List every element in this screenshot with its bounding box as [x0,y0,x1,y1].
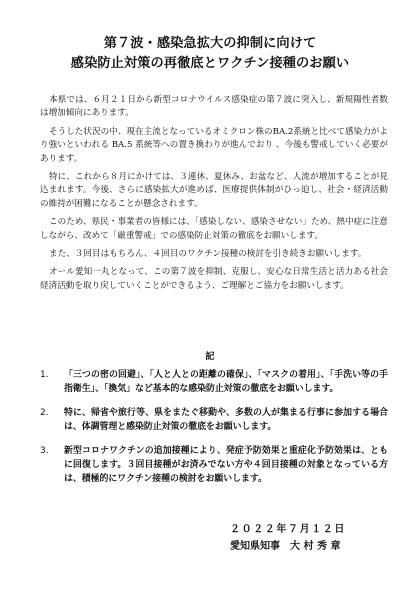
list-item [40,444,388,487]
title-block [0,34,420,74]
paragraph-3: 特に、これから８月にかけては、３連休、夏休み、お盆など、人流が増加することが見込まれます。今後、さらに感染拡大が進めば、医療提供体制がひっ迫し、社会・経済活動の維持が困難になることが懸念されます。 [40,172,388,209]
signer-position: 愛知県知事 [230,541,280,552]
paragraph-5: また、３回目はもちろん、４回目のワクチン接種の検討を引き続きお願いします。 [49,249,367,260]
ki-heading: 記 [205,351,215,362]
paragraph-4: このため、県民・事業者の皆様には、「感染しない、感染させない」ため、熱中症に注意しながら、改めて「厳重警戒」での感染防止対策の徹底をお願いします。 [40,217,388,241]
title-line-2: 感染防止対策の再徹底とワクチン接種のお願い [70,56,350,71]
body-text [40,94,388,298]
list-text: 「三つの密の回避」、「人と人との距離の確保」、「マスクの着用」、「手洗い等の手指衛生」、「換気」など基本的な感染防止対策の徹底をお願いします。 [64,370,388,395]
signer-name: 大 村 秀 章 [290,541,341,552]
title-line-1: 第７波・感染急拡大の抑制に向けて [103,36,317,51]
list-text: 特に、帰省や旅行等、県をまたぐ移動や、多数の人が集まる行事に参加する場合は、体調管理と感染防止対策の徹底をお願いします。 [64,407,388,433]
list-number: 3. [40,445,49,456]
list-number: 2. [40,407,49,418]
list-text: 新型コロナワクチンの追加接種により、発症予防効果と重症化予防効果は、ともに回復します。３回目接種がお済みでない方や４回目接種の対象となっている方は、積極的にワクチン接種の検討をお願いします。 [64,445,388,485]
paragraph-6: オール愛知一丸となって、この第７波を抑制、克服し、安心な日常生活と活力ある社会経済活動を取り戻していくことができるよう、ご理解とご協力をお願いします。 [40,267,388,291]
signature-line [230,537,410,552]
request-list [40,368,388,496]
paragraph-2: そうした状況の中、現在主流となっているオミクロン株のBA.2系統と比べて感染力がより強いといわれる BA.5 系統等への置き換わりが進んでおり 、今後も警戒していく必要があります。 [40,126,388,164]
list-number: 1. [40,370,49,380]
list-item [40,368,388,397]
signature-date: ２０２２年７月１２日 [230,524,346,535]
paragraph-1: 本県では、６月２１日から新型コロナウイルス感染症の第７波に突入し、新規陽性者数は増加傾向にあります。 [40,95,388,119]
list-item [40,406,388,435]
